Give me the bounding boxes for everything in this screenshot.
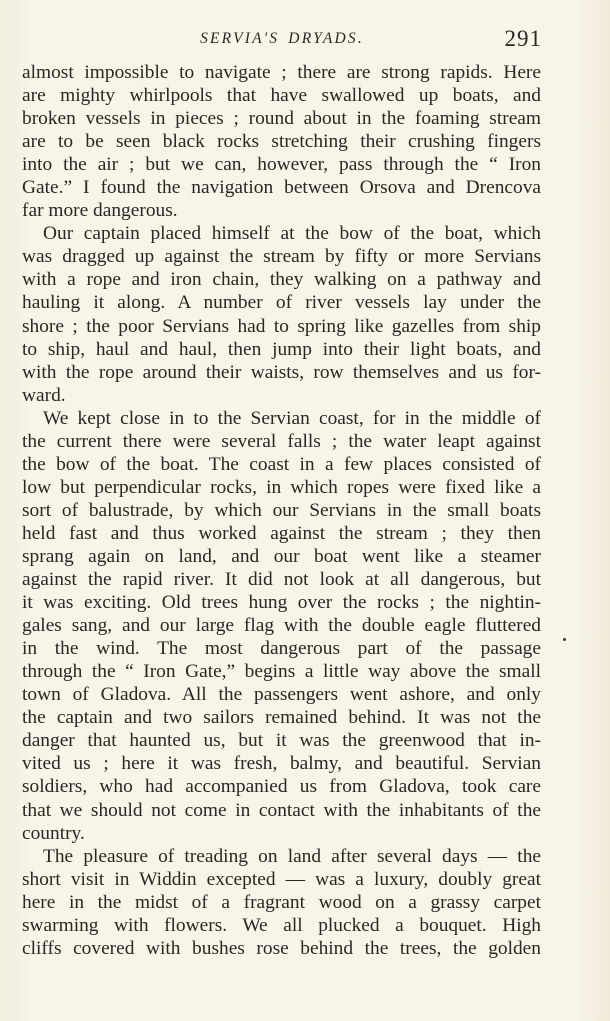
text-line: almost impossible to navigate ; there are strong rapids. Here (22, 62, 541, 83)
text-line: hauling it along. A number of river vessels lay under the (22, 292, 541, 314)
text-line: vited us ; here it was fresh, balmy, and beautiful. Servian (22, 753, 541, 775)
text-line: to ship, haul and haul, then jump into their light boats, and (22, 338, 541, 360)
paragraph (22, 222, 541, 406)
text-line: was dragged up against the stream by fifty or more Servians (22, 246, 541, 268)
text-line: country. (22, 822, 85, 844)
body-text (22, 61, 541, 960)
text-line: with a rope and iron chain, they walking on a pathway and (22, 269, 541, 291)
running-title: SERVIA'S DRYADS. (200, 30, 364, 47)
text-line: are mighty whirlpools that have swallowed up boats, and (22, 85, 541, 107)
text-line: the bow of the boat. The coast in a few places consisted of (22, 453, 541, 475)
text-line: sprang again on land, and our boat went like a steamer (22, 545, 541, 567)
text-line: through the “ Iron Gate,” begins a little way above the small (22, 661, 541, 683)
text-line: that we should not come in contact with the inhabitants of the (22, 799, 541, 821)
text-line: far more dangerous. (22, 200, 178, 222)
text-line: are to be seen black rocks stretching their crushing fingers (22, 131, 541, 153)
text-line: the captain and two sailors remained behind. It was not the (22, 707, 541, 729)
text-line: swarming with flowers. We all plucked a bouquet. High (22, 914, 541, 936)
text-line: danger that haunted us, but it was the greenwood that in- (22, 730, 541, 752)
text-line: here in the midst of a fragrant wood on a grassy carpet (22, 891, 541, 913)
text-line: the current there were several falls ; the water leapt against (22, 430, 541, 452)
page-number: 291 (504, 26, 542, 51)
text-line: Our captain placed himself at the bow of the boat, which (43, 223, 541, 245)
running-head (22, 28, 542, 52)
paragraph (22, 407, 541, 845)
text-line: against the rapid river. It did not look at all dangerous, but (22, 569, 541, 591)
paragraph (22, 845, 541, 960)
text-line: ward. (22, 384, 66, 406)
text-line: The pleasure of treading on land after several days — the (43, 845, 541, 867)
text-line: in the wind. The most dangerous part of the passage (22, 638, 541, 660)
text-line: held fast and thus worked against the stream ; they then (22, 522, 541, 544)
text-line: Gate.” I found the navigation between Orsova and Drencova (22, 177, 541, 199)
text-line: low but perpendicular rocks, in which ropes were fixed like a (22, 476, 541, 498)
paragraph (22, 61, 541, 222)
text-line: into the air ; but we can, however, pass through the “ Iron (22, 154, 541, 176)
text-line: short visit in Widdin excepted — was a luxury, doubly great (22, 868, 541, 890)
text-line: shore ; the poor Servians had to spring like gazelles from ship (22, 315, 541, 337)
text-line: town of Gladova. All the passengers went ashore, and only (22, 684, 541, 706)
text-line: sort of balustrade, by which our Servians in the small boats (22, 499, 541, 521)
stray-ink-mark (563, 638, 566, 641)
text-line: soldiers, who had accompanied us from Gladova, took care (22, 776, 541, 798)
text-line: with the rope around their waists, row themselves and us for- (22, 361, 541, 383)
text-line: cliffs covered with bushes rose behind the trees, the golden (22, 937, 541, 959)
text-line: it was exciting. Old trees hung over the rocks ; the nightin- (22, 592, 541, 614)
text-line: broken vessels in pieces ; round about in the foaming stream (22, 108, 541, 130)
text-line: gales sang, and our large flag with the double eagle fluttered (22, 615, 541, 637)
text-line: We kept close in to the Servian coast, for in the middle of (43, 407, 541, 429)
